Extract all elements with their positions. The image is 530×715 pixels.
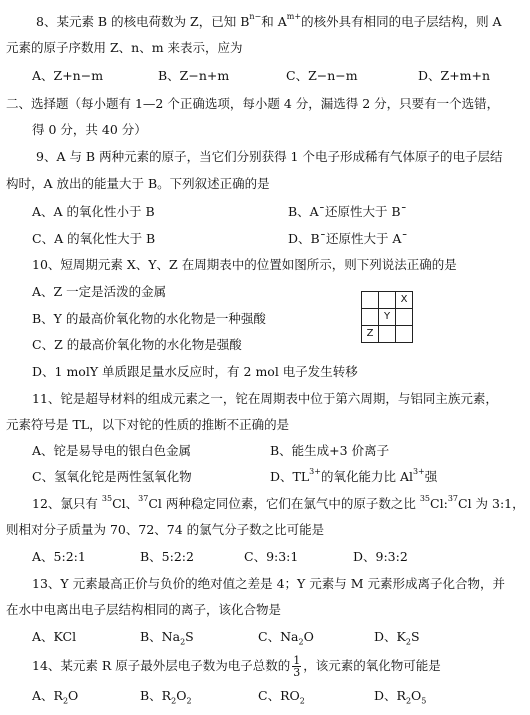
q11-option-b: B、能生成+3 价离子 <box>270 443 390 458</box>
q10-option-b: B、Y 的最高价氧化物的水化物是一种强酸 <box>32 311 266 326</box>
q14-line1: 14、某元素 R 原子最外层电子数为电子总数的 $\frac{1}{3}$ ，该元素的氧化物可能是 <box>32 654 441 679</box>
q12-option-b: B、5:2:2 <box>140 549 194 564</box>
grid-cell <box>362 309 379 326</box>
q10-option-a: A、Z 一定是活泼的金属 <box>32 284 167 299</box>
q13-line2: 在水中电离出电子层结构相同的离子，该化合物是 <box>6 602 282 617</box>
q9-option-b: B、A¯还原性大于 B¯ <box>288 204 407 219</box>
q8-option-a: A、Z+n−m <box>32 68 104 83</box>
grid-cell <box>396 326 413 343</box>
q12-line2: 则相对分子质量为 70、72、74 的氯气分子数之比可能是 <box>6 522 325 537</box>
q14-option-c: C、$RO_2$ <box>258 688 305 706</box>
q9-option-c: C、A 的氧化性大于 B <box>32 231 156 246</box>
q9-line1: 9、A 与 B 两种元素的原子，当它们分别获得 1 个电子形成稀有气体原子的电子层结 <box>36 149 503 164</box>
section2-line1: 二、选择题（每小题有 1—2 个正确选项，每小题 4 分，漏选得 2 分，只要有一个选错， <box>6 96 500 111</box>
grid-cell <box>379 326 396 343</box>
q14-option-b: B、$R_2O_2$ <box>140 688 192 706</box>
q10-option-d: D、1 molY 单质跟足量水反应时，有 2 mol 电子发生转移 <box>32 364 358 379</box>
q13-line1: 13、Y 元素最高正价与负价的绝对值之差是 4；Y 元素与 M 元素形成离子化合物，并 <box>32 576 506 591</box>
q11-option-c: C、氢氧化铊是两性氢氧化物 <box>32 469 192 484</box>
q13-option-a: A、KCl <box>32 629 77 644</box>
grid-cell <box>396 309 413 326</box>
q12-option-c: C、9:3:1 <box>244 549 299 564</box>
q8-line2: 元素的原子序数用 Z、n、m 来表示，应为 <box>6 40 243 55</box>
q13-option-b: B、$Na_2S$ <box>140 629 194 647</box>
q14-option-d: D、$R_2O_5$ <box>374 688 427 706</box>
q12-option-a: A、5:2:1 <box>32 549 86 564</box>
grid-cell-x: X <box>396 292 413 309</box>
q8-line1: 8、某元素 B 的核电荷数为 Z，已知 $B^{n-}$和 $A^{m+}$的核外具有相同的电子层结构，则 A <box>36 11 502 29</box>
q8-option-d: D、Z+m+n <box>418 68 491 83</box>
q12-line1: 12、氯只有 $^{35}$Cl、$^{37}$Cl 两种稳定同位素，它们在氯气中的原子数之比 $^{35}$Cl:$^{37}$Cl 为 3:1， <box>32 493 525 511</box>
q8-option-b: B、Z−n+m <box>158 68 230 83</box>
section2-line2: 得 0 分，共 40 分） <box>32 122 147 137</box>
grid-cell-y: Y <box>379 309 396 326</box>
q11-line1: 11、铊是超导材料的组成元素之一，铊在周期表中位于第六周期，与铝同主族元素， <box>32 391 498 406</box>
grid-cell <box>379 292 396 309</box>
q12-option-d: D、9:3:2 <box>353 549 408 564</box>
q10-line1: 10、短周期元素 X、Y、Z 在周期表中的位置如图所示，则下列说法正确的是 <box>32 257 457 272</box>
q11-option-a: A、铊是易导电的银白色金属 <box>32 443 192 458</box>
q13-option-d: D、$K_2S$ <box>374 629 420 647</box>
q9-option-d: D、B¯还原性大于 A¯ <box>288 231 408 246</box>
q13-option-c: C、$Na_2O$ <box>258 629 314 647</box>
q10-option-c: C、Z 的最高价氧化物的水化物是强酸 <box>32 337 242 352</box>
q9-option-a: A、A 的氧化性小于 B <box>32 204 155 219</box>
grid-cell-z: Z <box>362 326 379 343</box>
q8-option-c: C、Z−n−m <box>286 68 358 83</box>
periodic-table-grid <box>361 291 413 343</box>
q14-option-a: A、$R_2O$ <box>32 688 79 706</box>
q11-option-d: D、$TL^{3+}$的氧化能力比 $Al^{3+}$强 <box>270 466 438 484</box>
q9-line2: 构时，A 放出的能量大于 B。下列叙述正确的是 <box>6 176 270 191</box>
fraction-one-third: $\frac{1}{3}$ <box>293 654 301 679</box>
q11-line2: 元素符号是 TL，以下对铊的性质的推断不正确的是 <box>6 417 290 432</box>
grid-cell <box>362 292 379 309</box>
